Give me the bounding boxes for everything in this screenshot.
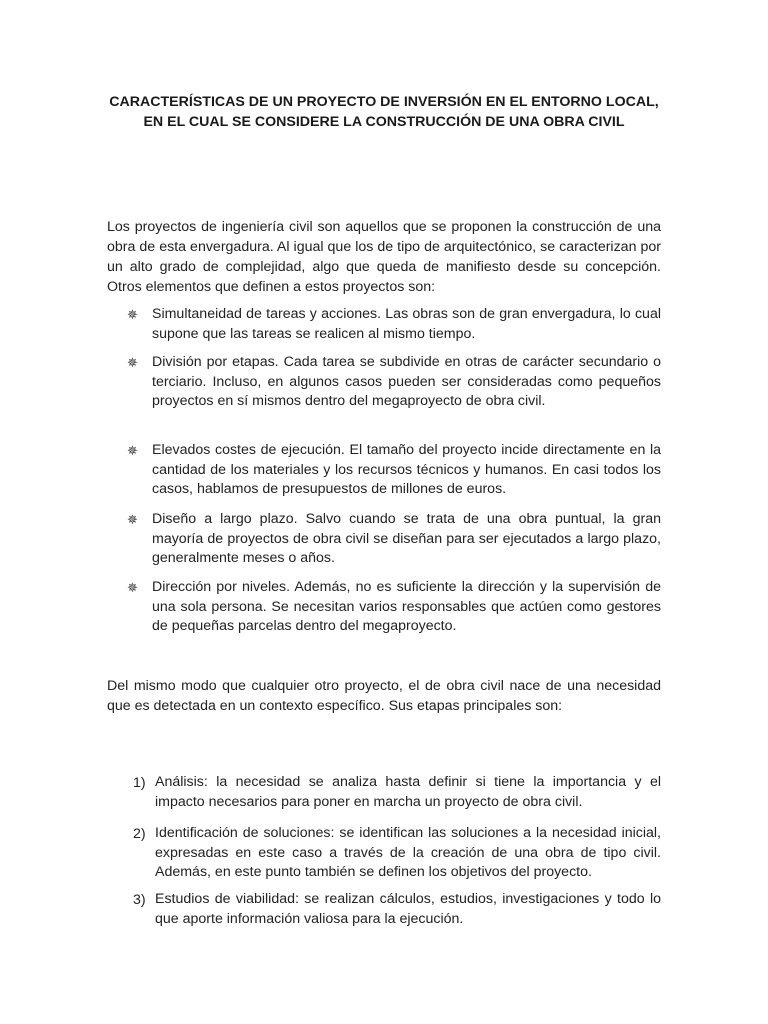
step-number: 2) bbox=[133, 826, 146, 842]
star-bullet-icon: ✵ bbox=[127, 307, 138, 322]
star-bullet-icon: ✵ bbox=[127, 443, 138, 458]
stages-intro-paragraph: Del mismo modo que cualquier otro proyecto, el de obra civil nace de una necesidad que es detectada en un contexto específico. Sus etapas principales son: bbox=[107, 678, 661, 714]
list-item-text: Dirección por niveles. Además, no es suficiente la dirección y la supervisión de una sola persona. Se necesitan varios responsables que actúen como gestores de pequeñas parcelas dentro del megaproyecto. bbox=[152, 579, 661, 634]
step-number: 1) bbox=[133, 775, 146, 791]
intro-paragraph: Los proyectos de ingeniería civil son aquellos que se proponen la construcción de una obra de esta envergadura. Al igual que los de tipo de arquitectónico, se caracterizan por un alto grado de complejidad, algo que queda de manifiesto desde su concepción. Otros elementos que definen a estos proyectos son: bbox=[107, 219, 661, 295]
list-item-text: División por etapas. Cada tarea se subdivide en otras de carácter secundario o terciario. Incluso, en algunos casos pueden ser consideradas como pequeños proyectos en sí mismos dentro del megaproyecto de obra civil. bbox=[152, 354, 661, 409]
step-text: Estudios de viabilidad: se realizan cálculos, estudios, investigaciones y todo lo que aporte información valiosa para la ejecución. bbox=[155, 891, 661, 927]
document-title: CARACTERÍSTICAS DE UN PROYECTO DE INVERSIÓN EN EL ENTORNO LOCAL, EN EL CUAL SE CONSIDERE LA CONSTRUCCIÓN DE UNA OBRA CIVIL bbox=[109, 94, 659, 130]
star-bullet-icon: ✵ bbox=[127, 355, 138, 370]
step-text: Identificación de soluciones: se identifican las soluciones a la necesidad inicial, expresadas en este caso a través de la creación de una obra de tipo civil. Además, en este punto también se definen los objetivos del proyecto. bbox=[155, 825, 661, 880]
step-number: 3) bbox=[133, 892, 146, 908]
list-item-text: Elevados costes de ejecución. El tamaño del proyecto incide directamente en la cantidad de los materiales y los recursos técnicos y humanos. En casi todos los casos, hablamos de presupuestos de millones de euros. bbox=[152, 442, 661, 497]
star-bullet-icon: ✵ bbox=[127, 512, 138, 527]
star-bullet-icon: ✵ bbox=[127, 580, 138, 595]
list-item-text: Simultaneidad de tareas y acciones. Las obras son de gran envergadura, lo cual supone que las tareas se realicen al mismo tiempo. bbox=[152, 306, 661, 342]
step-text: Análisis: la necesidad se analiza hasta definir si tiene la importancia y el impacto necesarios para poner en marcha un proyecto de obra civil. bbox=[155, 774, 661, 810]
list-item-text: Diseño a largo plazo. Salvo cuando se trata de una obra puntual, la gran mayoría de proyectos de obra civil se diseñan para ser ejecutados a largo plazo, generalmente meses o años. bbox=[152, 511, 661, 566]
